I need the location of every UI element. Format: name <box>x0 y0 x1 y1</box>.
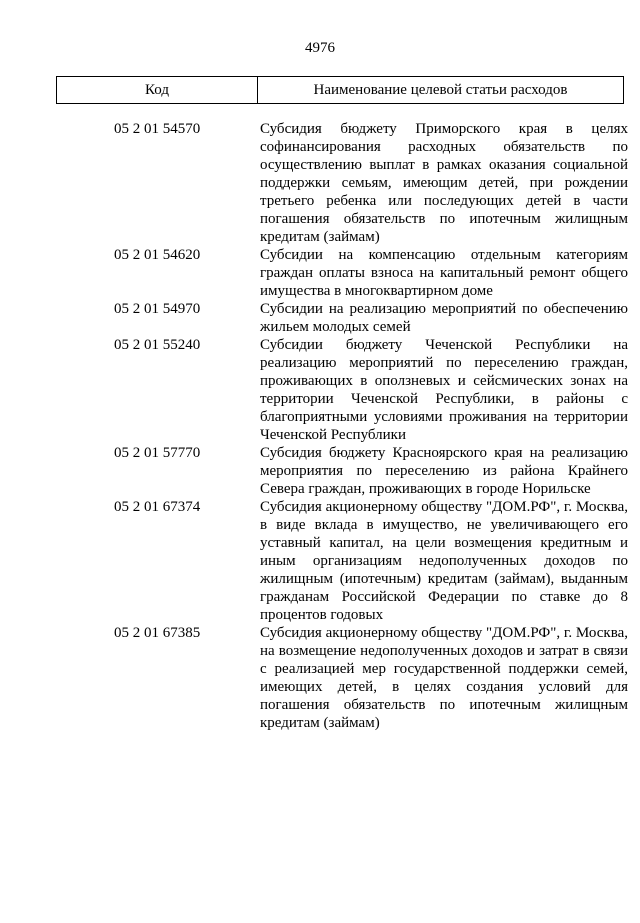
expense-description: Субсидия бюджету Приморского края в целях софинансирования расходных обязательств по осуществлению выплат в рамках оказания социальной поддержки семьям, имеющим детей, при рождении третьего ребенка или последующих детей в части погашения обязательств по ипотечным жилищным кредитам (займам) <box>260 121 628 245</box>
expense-description: Субсидия акционерному обществу "ДОМ.РФ", г. Москва, в виде вклада в имущество, не увеличивающего его уставный капитал, на цели возмещения кредитным и иным организациям недополученных доходов по жилищным (ипотечным) кредитам (займам), выданным гражданам Российской Федерации по ставке до 8 процентов годовых <box>260 499 628 623</box>
expense-code: 05 2 01 67374 <box>114 499 201 515</box>
table-row <box>56 336 628 444</box>
table-row <box>56 246 628 300</box>
expense-code: 05 2 01 67385 <box>114 625 201 641</box>
expense-description: Субсидии бюджету Чеченской Республики на реализацию мероприятий по переселению граждан, проживающих в оползневых и сейсмических зонах на территории Чеченской Республики, в районы с благоприятными условиями проживания на территории Чеченской Республики <box>260 337 628 443</box>
expense-items-table <box>56 120 628 732</box>
page-number: 4976 <box>305 40 335 56</box>
expense-description: Субсидии на компенсацию отдельным категориям граждан оплаты взноса на капитальный ремонт общего имущества в многоквартирном доме <box>260 247 628 299</box>
expense-code: 05 2 01 54620 <box>114 247 201 263</box>
expense-code: 05 2 01 55240 <box>114 337 201 353</box>
table-row <box>56 624 628 732</box>
table-row <box>56 300 628 336</box>
expense-code: 05 2 01 57770 <box>114 445 201 461</box>
expense-code: 05 2 01 54570 <box>114 121 201 137</box>
name-column-header: Наименование целевой статьи расходов <box>258 77 624 104</box>
column-header-table <box>56 76 624 104</box>
expense-description: Субсидия акционерному обществу "ДОМ.РФ", г. Москва, на возмещение недополученных доходов и затрат в связи с реализацией мер государственной поддержки семей, имеющих детей, в целях создания условий для погашения обязательств по ипотечным жилищным кредитам (займам) <box>260 625 628 731</box>
expense-code: 05 2 01 54970 <box>114 301 201 317</box>
table-row <box>56 498 628 624</box>
table-row <box>56 120 628 246</box>
table-row <box>56 444 628 498</box>
expense-description: Субсидия бюджету Красноярского края на реализацию мероприятия по переселению из района Крайнего Севера граждан, проживающих в городе Норильске <box>260 445 628 497</box>
expense-description: Субсидии на реализацию мероприятий по обеспечению жильем молодых семей <box>260 301 628 335</box>
column-header-row <box>57 77 624 104</box>
code-column-header: Код <box>57 77 258 104</box>
